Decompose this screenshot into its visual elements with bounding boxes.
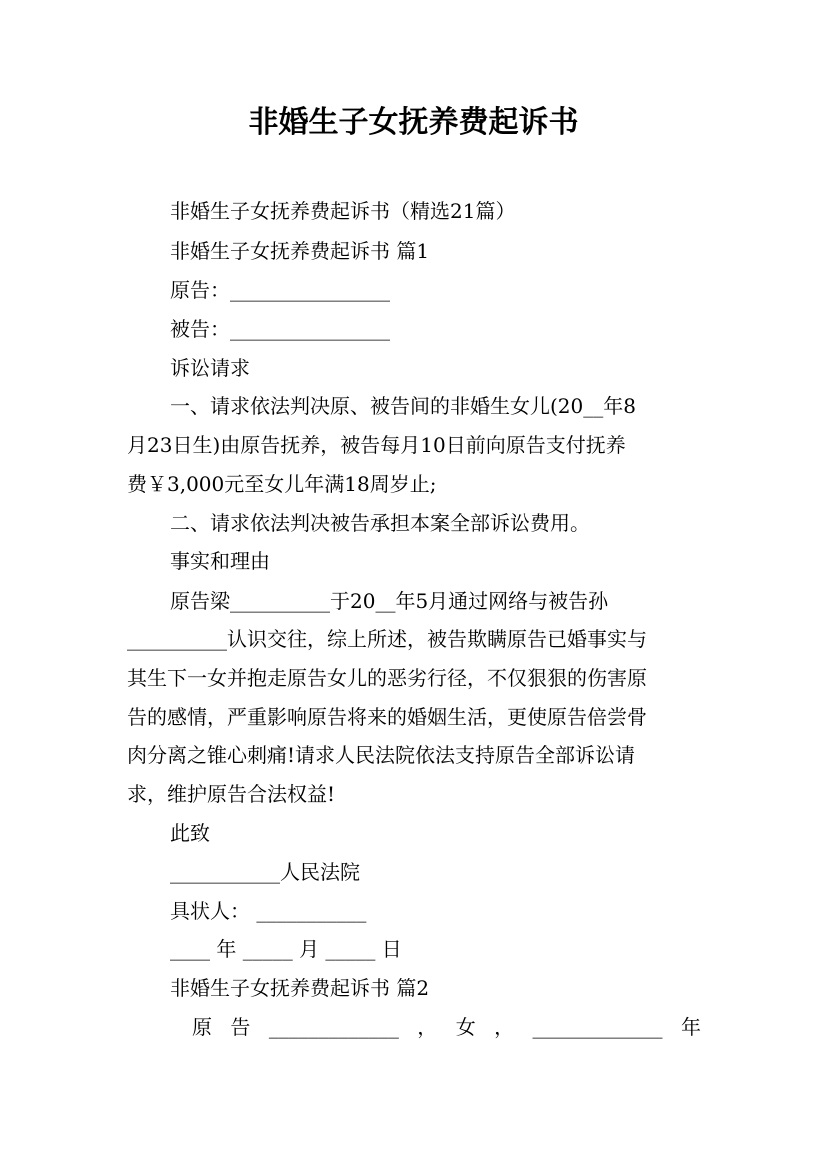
section-heading-2: 非婚生子女抚养费起诉书 篇2 (170, 976, 430, 1000)
plaintiff-detail-part: _____________ (532, 1015, 663, 1039)
claims-heading: 诉讼请求 (170, 356, 250, 380)
plaintiff-detail-part: _____________ (268, 1015, 399, 1039)
plaintiff-detail-part: 女 (455, 1015, 476, 1039)
plaintiff-detail-line (192, 1013, 701, 1041)
court-line: ___________人民法院 (170, 860, 360, 884)
facts-line-6: 求，维护原告合法权益! (127, 782, 336, 806)
salutation-line: 此致 (170, 821, 210, 845)
plaintiff-detail-part: 原 (192, 1015, 212, 1039)
section-heading-1: 非婚生子女抚养费起诉书 篇1 (170, 239, 430, 263)
plaintiff-line: 原告：________________ (170, 278, 390, 302)
plaintiff-detail-part: 告 (230, 1015, 251, 1039)
facts-heading: 事实和理由 (170, 549, 270, 573)
facts-line-2: __________认识交往，综上所述，被告欺瞒原告已婚事实与 (127, 627, 647, 651)
claim-2-line: 二、请求依法判决被告承担本案全部诉讼费用。 (170, 511, 590, 535)
claim-1-line-3: 费￥3,000元至女儿年满18周岁止; (127, 472, 437, 496)
subtitle-line: 非婚生子女抚养费起诉书（精选21篇） (170, 199, 516, 223)
plaintiff-detail-part: ， (417, 1015, 438, 1039)
facts-line-3: 其生下一女并抱走原告女儿的恶劣行径，不仅狠狠的伤害原 (127, 666, 647, 690)
facts-line-4: 告的感情，严重影响原告将来的婚姻生活，更使原告倍尝骨 (127, 705, 647, 729)
defendant-line: 被告：________________ (170, 317, 390, 341)
claim-1-line-1: 一、请求依法判决原、被告间的非婚生女儿(20__年8 (170, 394, 636, 418)
facts-line-5: 肉分离之锥心刺痛!请求人民法院依法支持原告全部诉讼请 (127, 743, 636, 767)
signer-line: 具状人： ___________ (170, 899, 367, 923)
claim-1-line-2: 月23日生)由原告抚养，被告每月10日前向原告支付抚养 (127, 433, 626, 457)
date-line: ____ 年 _____ 月 _____ 日 (170, 937, 402, 961)
plaintiff-detail-part: 年 (680, 1015, 701, 1039)
facts-line-1: 原告梁__________于20__年5月通过网络与被告孙 (170, 589, 609, 613)
document-title: 非婚生子女抚养费起诉书 (248, 105, 579, 140)
plaintiff-detail-part: ， (494, 1015, 515, 1039)
